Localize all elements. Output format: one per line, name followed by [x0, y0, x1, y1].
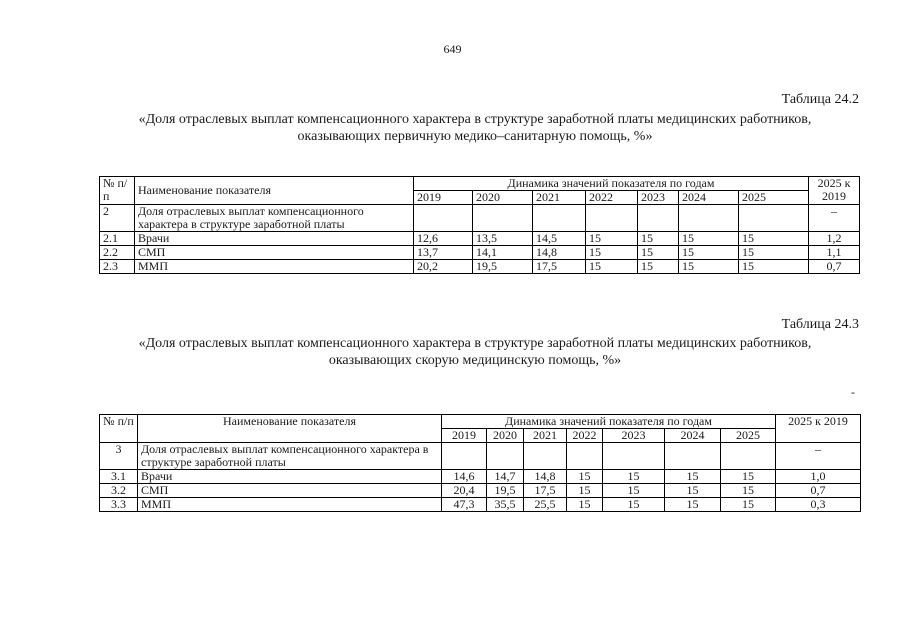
header-row	[100, 177, 860, 191]
value-cell: 25,5	[524, 498, 567, 512]
column-header-dynamics: Динамика значений показателя по годам	[442, 415, 776, 429]
column-header-name: Наименование показателя	[138, 415, 442, 443]
value-cell	[473, 205, 533, 232]
row-name: ММП	[138, 498, 442, 512]
row-name: СМП	[135, 246, 414, 260]
value-cell: 15	[567, 484, 603, 498]
value-cell	[739, 205, 809, 232]
value-cell: 35,5	[487, 498, 524, 512]
ratio-cell: 1,1	[809, 246, 860, 260]
caption-line: «Доля отраслевых выплат компенсационного характера в структуре заработной платы медицинских работников,	[138, 112, 812, 127]
value-cell: 15	[739, 260, 809, 274]
value-cell	[414, 205, 473, 232]
row-name: ММП	[135, 260, 414, 274]
value-cell	[665, 443, 721, 470]
value-cell	[533, 205, 586, 232]
value-cell	[638, 205, 679, 232]
year-header: 2019	[414, 191, 473, 205]
table-row	[100, 498, 861, 512]
ratio-cell: 1,2	[809, 232, 860, 246]
value-cell: 14,5	[533, 232, 586, 246]
ratio-cell: 1,0	[776, 470, 861, 484]
value-cell: 15	[586, 246, 638, 260]
year-header: 2024	[679, 191, 739, 205]
year-header: 2025	[739, 191, 809, 205]
value-cell	[603, 443, 665, 470]
value-cell: 14,6	[442, 470, 487, 484]
value-cell	[567, 443, 603, 470]
value-cell: 20,2	[414, 260, 473, 274]
ratio-cell: –	[809, 205, 860, 232]
table-caption	[80, 335, 870, 369]
table-row	[100, 484, 861, 498]
value-cell: 15	[603, 484, 665, 498]
table-label: Таблица 24.2	[781, 92, 859, 107]
value-cell: 15	[638, 246, 679, 260]
value-cell	[442, 443, 487, 470]
value-cell: 15	[721, 484, 776, 498]
value-cell: 14,1	[473, 246, 533, 260]
ratio-cell: 0,3	[776, 498, 861, 512]
value-cell: 15	[739, 246, 809, 260]
value-cell: 15	[567, 470, 603, 484]
value-cell: 14,8	[524, 470, 567, 484]
value-cell: 15	[603, 470, 665, 484]
value-cell: 15	[567, 498, 603, 512]
value-cell: 15	[721, 498, 776, 512]
ratio-cell: 0,7	[776, 484, 861, 498]
year-header: 2023	[603, 429, 665, 443]
value-cell: 12,6	[414, 232, 473, 246]
row-number: 2.3	[100, 260, 135, 274]
row-number: 2.1	[100, 232, 135, 246]
year-header: 2023	[638, 191, 679, 205]
table-row	[100, 443, 861, 470]
value-cell: 19,5	[473, 260, 533, 274]
column-header-number: № п/п	[100, 415, 138, 443]
value-cell: 19,5	[487, 484, 524, 498]
row-name: Доля отраслевых выплат компенсационного характера в структуре заработной платы	[138, 443, 442, 470]
caption-line: оказывающих скорую медицинскую помощь, %»	[328, 353, 622, 368]
table-row	[100, 246, 860, 260]
row-number: 2.2	[100, 246, 135, 260]
value-cell: 13,5	[473, 232, 533, 246]
year-header: 2019	[442, 429, 487, 443]
value-cell	[586, 205, 638, 232]
table-label: Таблица 24.3	[781, 317, 859, 332]
value-cell: 15	[665, 484, 721, 498]
value-cell: 15	[586, 232, 638, 246]
value-cell	[721, 443, 776, 470]
caption-line: «Доля отраслевых выплат компенсационного характера в структуре заработной платы медицинских работников,	[138, 336, 812, 351]
value-cell: 15	[679, 232, 739, 246]
row-number: 3.3	[100, 498, 138, 512]
caption-line: оказывающих первичную медико–санитарную помощь, %»	[297, 129, 653, 144]
value-cell: 15	[586, 260, 638, 274]
value-cell: 15	[665, 498, 721, 512]
row-name: Врачи	[135, 232, 414, 246]
dash-mark: -	[851, 385, 855, 399]
header-row	[100, 415, 861, 429]
year-header: 2024	[665, 429, 721, 443]
value-cell	[487, 443, 524, 470]
row-name: Доля отраслевых выплат компенсационного характера в структуре заработной платы	[135, 205, 414, 232]
value-cell: 15	[638, 232, 679, 246]
row-number: 3.2	[100, 484, 138, 498]
value-cell: 17,5	[524, 484, 567, 498]
column-header-ratio: 2025 к 2019	[776, 415, 861, 443]
value-cell: 13,7	[414, 246, 473, 260]
value-cell	[679, 205, 739, 232]
value-cell: 14,7	[487, 470, 524, 484]
ratio-cell: 0,7	[809, 260, 860, 274]
value-cell: 14,8	[533, 246, 586, 260]
indicator-table	[99, 414, 861, 512]
year-header: 2021	[533, 191, 586, 205]
row-name: Врачи	[138, 470, 442, 484]
table-row	[100, 205, 860, 232]
value-cell: 15	[603, 498, 665, 512]
year-header: 2022	[567, 429, 603, 443]
value-cell: 15	[679, 260, 739, 274]
value-cell: 15	[638, 260, 679, 274]
year-header: 2025	[721, 429, 776, 443]
year-header: 2022	[586, 191, 638, 205]
row-number: 2	[100, 205, 135, 232]
ratio-cell: –	[776, 443, 861, 470]
value-cell: 47,3	[442, 498, 487, 512]
row-number: 3	[100, 443, 138, 470]
value-cell: 15	[665, 470, 721, 484]
year-header: 2021	[524, 429, 567, 443]
row-number: 3.1	[100, 470, 138, 484]
value-cell	[524, 443, 567, 470]
table-row	[100, 470, 861, 484]
column-header-number: № п/п	[100, 177, 135, 205]
column-header-dynamics: Динамика значений показателя по годам	[414, 177, 809, 191]
column-header-ratio: 2025 к 2019	[809, 177, 860, 205]
value-cell: 15	[679, 246, 739, 260]
table-row	[100, 260, 860, 274]
table-caption	[80, 111, 870, 145]
year-header: 2020	[473, 191, 533, 205]
table-row	[100, 232, 860, 246]
indicator-table	[99, 176, 860, 274]
value-cell: 15	[739, 232, 809, 246]
page-number: 649	[443, 42, 462, 56]
column-header-name: Наименование показателя	[135, 177, 414, 205]
year-header: 2020	[487, 429, 524, 443]
value-cell: 15	[721, 470, 776, 484]
value-cell: 17,5	[533, 260, 586, 274]
row-name: СМП	[138, 484, 442, 498]
value-cell: 20,4	[442, 484, 487, 498]
